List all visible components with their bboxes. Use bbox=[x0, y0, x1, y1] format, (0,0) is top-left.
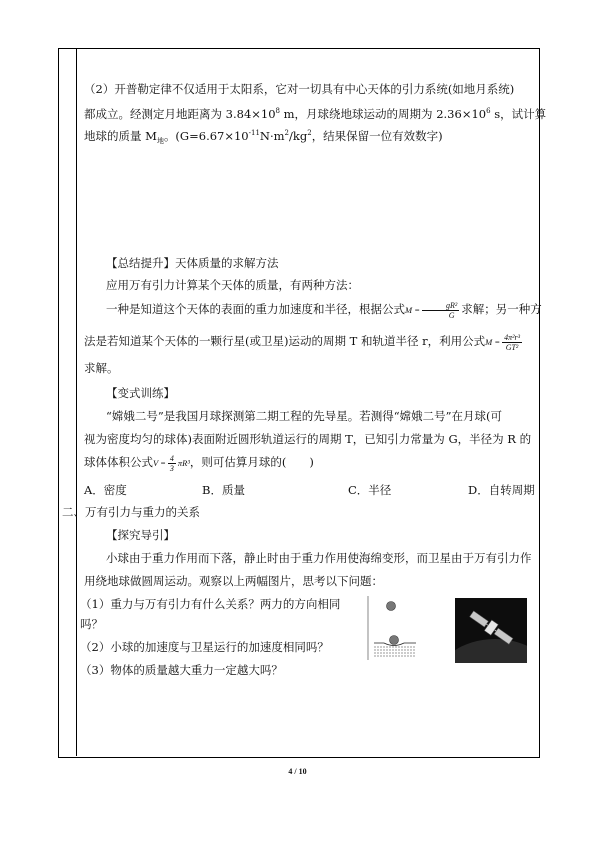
table-column-divider bbox=[76, 48, 77, 756]
text: N·m bbox=[259, 128, 285, 143]
formula-lhs: M = bbox=[485, 337, 501, 347]
text: 求解；另一种方 bbox=[461, 302, 542, 316]
exponent: 8 bbox=[275, 107, 280, 115]
option-c: C．半径 bbox=[348, 483, 392, 497]
denominator: G bbox=[448, 310, 455, 320]
formula-rhs: πR³ bbox=[177, 458, 190, 468]
text: 都成立。经测定月地距离为 3.84×10 bbox=[84, 106, 276, 121]
denominator: GT² bbox=[505, 342, 519, 352]
option-a: A．密度 bbox=[84, 483, 127, 497]
formula-fraction bbox=[422, 301, 459, 320]
exponent: 6 bbox=[486, 107, 491, 115]
numerator: 4π²r³ bbox=[504, 332, 520, 342]
variant-line2: 视为密度均匀的球体)表面附近圆形轨道运行的周期 T，已知引力常量为 G，半径为 R 的 bbox=[84, 432, 532, 446]
option-b: B．质量 bbox=[202, 483, 245, 497]
summary-title: 【总结提升】天体质量的求解方法 bbox=[106, 256, 279, 270]
guide-para2: 用绕地球做圆周运动。观察以上两幅图片，思考以下问题： bbox=[84, 574, 383, 588]
text: 地球的质量 M bbox=[84, 128, 157, 143]
summary-line3 bbox=[84, 330, 528, 353]
text: 法是若知道某个天体的一颗行星(或卫星)运动的周期 T 和轨道半径 r，利用公式 bbox=[84, 334, 486, 348]
question-3: （3）物体的质量越大重力一定越大吗？ bbox=[80, 663, 283, 677]
formula-fraction bbox=[168, 454, 176, 473]
summary-line2 bbox=[84, 298, 542, 321]
text: m，月球绕地球运动的周期为 2.36×10 bbox=[280, 106, 487, 121]
exponent: -11 bbox=[248, 129, 260, 137]
numerator: gR² bbox=[422, 301, 459, 311]
formula-lhs: V = bbox=[153, 458, 166, 468]
text: ，则可估算月球的( ) bbox=[189, 455, 314, 469]
question-1a: （1）重力与万有引力有什么关系？两力的方向相同 bbox=[80, 597, 341, 611]
variant-line1: “嫦娥二号”是我国月球探测第二期工程的先导星。若测得“嫦娥二号”在月球(可 bbox=[106, 409, 502, 423]
question-1b: 吗？ bbox=[80, 617, 103, 631]
summary-line4: 求解。 bbox=[84, 361, 119, 375]
section2-heading: 二、万有引力与重力的关系 bbox=[62, 505, 200, 519]
variant-title: 【变式训练】 bbox=[106, 386, 175, 400]
question-2: （2）小球的加速度与卫星运行的加速度相同吗？ bbox=[80, 640, 329, 654]
guide-title: 【探究导引】 bbox=[106, 528, 175, 542]
subscript: 地 bbox=[156, 137, 164, 146]
denominator: 3 bbox=[169, 463, 174, 473]
text: 。(G=6.67×10 bbox=[163, 128, 249, 143]
text: /kg bbox=[289, 128, 308, 143]
satellite-figure bbox=[455, 598, 527, 663]
problem2-line1: （2）开普勒定律不仅适用于太阳系，它对一切具有中心天体的引力系统(如地月系统) bbox=[84, 82, 515, 96]
numerator: 4 bbox=[169, 453, 174, 463]
text: s，试计算 bbox=[490, 106, 547, 121]
text: 球体体积公式 bbox=[84, 455, 153, 469]
text: ，结果保留一位有效数字) bbox=[311, 128, 443, 143]
text: 一种是知道这个天体的表面的重力加速度和半径，根据公式 bbox=[106, 302, 405, 316]
option-d: D．自转周期 bbox=[468, 483, 535, 497]
variant-line3 bbox=[84, 451, 528, 474]
formula-fraction bbox=[502, 333, 522, 352]
exponent: 2 bbox=[307, 129, 312, 137]
falling-ball-figure bbox=[366, 596, 418, 660]
guide-para1: 小球由于重力作用而下落，静止时由于重力作用使海绵变形，而卫星由于万有引力作 bbox=[106, 551, 532, 565]
problem2-line3 bbox=[84, 122, 528, 152]
page-number: 4 / 10 bbox=[288, 767, 307, 776]
exponent: 2 bbox=[284, 129, 289, 137]
formula-lhs: M = bbox=[405, 305, 420, 315]
summary-line1: 应用万有引力计算某个天体的质量，有两种方法： bbox=[106, 278, 359, 292]
